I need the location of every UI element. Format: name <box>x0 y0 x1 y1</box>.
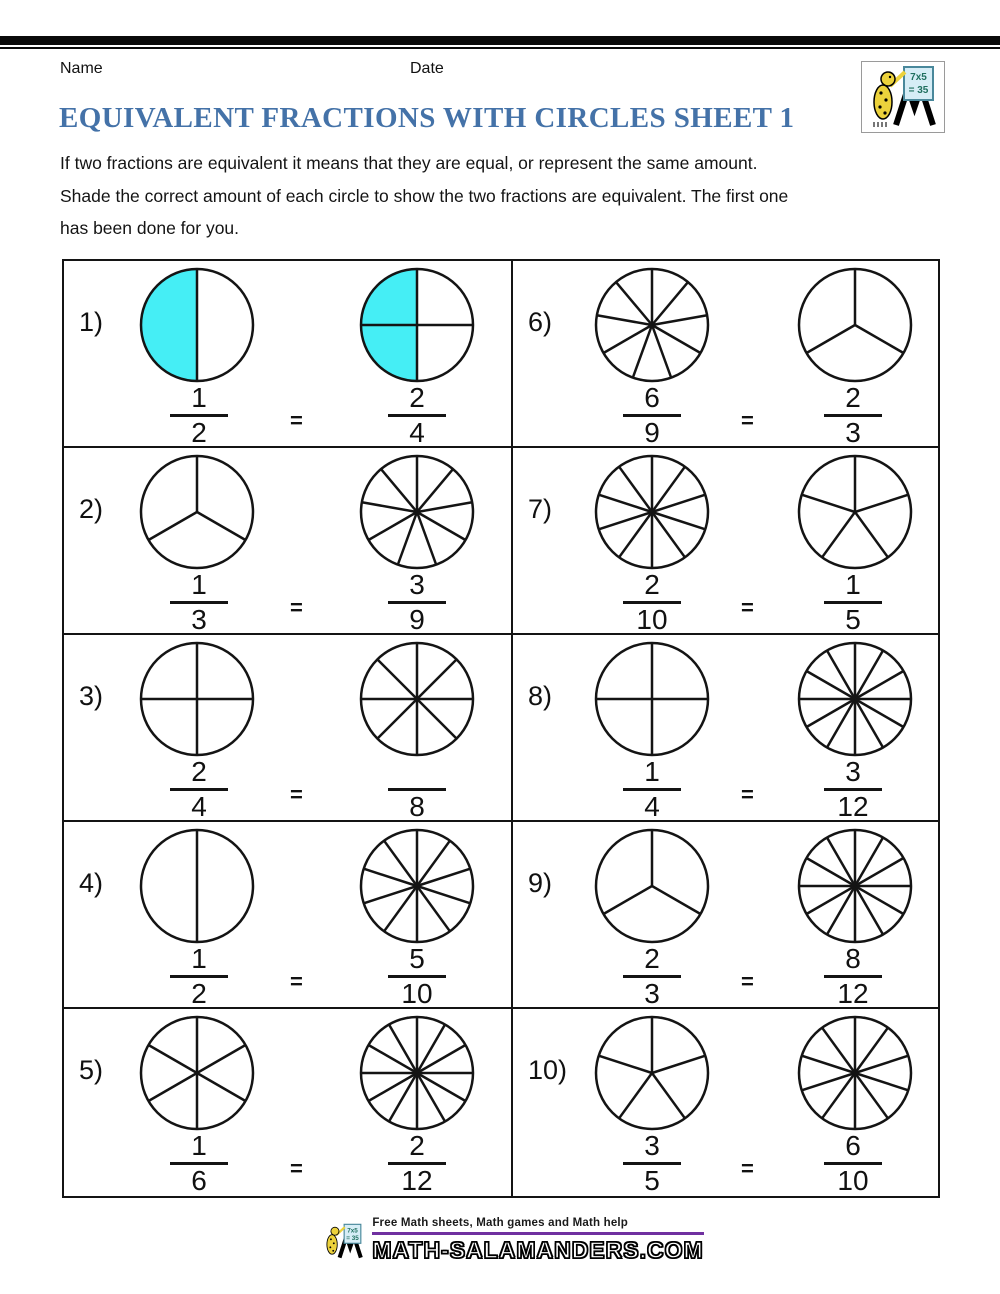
problem-cell <box>513 261 938 448</box>
equals-sign: = <box>741 1156 754 1181</box>
fraction-right-denominator: 5 <box>845 604 861 635</box>
fraction-left-numerator: 2 <box>644 569 660 600</box>
equals-sign: = <box>290 1156 303 1181</box>
fraction-circle-left <box>593 266 711 384</box>
problem-number: 2) <box>79 494 104 524</box>
fraction-circle-right <box>358 266 476 384</box>
fraction-right-numerator: 6 <box>845 1130 861 1161</box>
equals-sign: = <box>741 969 754 994</box>
fraction-right-denominator: 12 <box>837 978 869 1009</box>
fraction-left-denominator: 3 <box>644 978 660 1009</box>
svg-text:= 35: = 35 <box>346 1234 360 1242</box>
fraction-circle-right <box>358 827 476 945</box>
fraction-right <box>382 570 452 635</box>
fraction-left-numerator: 1 <box>191 382 207 413</box>
name-label: Name <box>60 60 103 77</box>
fraction-left-numerator: 1 <box>191 569 207 600</box>
problem-cell <box>64 1009 513 1196</box>
fraction-right <box>818 383 888 448</box>
fraction-circle-right <box>796 453 914 571</box>
fraction-right <box>382 944 452 1009</box>
fraction-left-denominator: 6 <box>191 1165 207 1196</box>
equals-sign: = <box>741 782 754 807</box>
worksheet-grid <box>62 259 940 1198</box>
footer-tagline: Free Math sheets, Math games and Math help <box>372 1217 629 1229</box>
fraction-left <box>617 757 687 822</box>
fraction-left <box>617 1131 687 1196</box>
fraction-circle-left <box>138 266 256 384</box>
problem-cell <box>64 822 513 1009</box>
fraction-left-numerator: 1 <box>191 943 207 974</box>
fraction-left-denominator: 3 <box>191 604 207 635</box>
fraction-right-numerator: 2 <box>409 382 425 413</box>
fraction-right-numerator: 3 <box>845 756 861 787</box>
fraction-left-numerator: 1 <box>191 1130 207 1161</box>
problem-number: 8) <box>528 681 553 711</box>
footer-text <box>372 1217 703 1264</box>
fraction-circle-left <box>138 1014 256 1132</box>
fraction-right-denominator: 12 <box>401 1165 433 1196</box>
footer-site: MATH-SALAMANDERS.COM <box>372 1237 704 1263</box>
fraction-right-denominator: 10 <box>401 978 433 1009</box>
fraction-right <box>382 383 452 448</box>
fraction-left <box>617 383 687 448</box>
fraction-right <box>382 757 452 822</box>
fraction-left <box>164 757 234 822</box>
equals-sign: = <box>290 782 303 807</box>
problem-number: 6) <box>528 307 553 337</box>
fraction-circle-right <box>796 827 914 945</box>
fraction-circle-right <box>796 1014 914 1132</box>
fraction-right <box>818 1131 888 1196</box>
equals-sign: = <box>290 969 303 994</box>
fraction-right-denominator: 4 <box>409 417 425 448</box>
fraction-left-denominator: 2 <box>191 978 207 1009</box>
fraction-right-numerator: 1 <box>845 569 861 600</box>
fraction-right-numerator: 2 <box>845 382 861 413</box>
fraction-right-denominator: 10 <box>837 1165 869 1196</box>
problem-number: 9) <box>528 868 553 898</box>
problem-number: 4) <box>79 868 104 898</box>
fraction-left-denominator: 4 <box>644 791 660 822</box>
problem-number: 5) <box>79 1055 104 1085</box>
top-rule <box>0 36 1000 49</box>
board-equation-line1: 7x5 <box>910 72 927 83</box>
problem-number: 3) <box>79 681 104 711</box>
fraction-left-denominator: 4 <box>191 791 207 822</box>
fraction-circle-left <box>593 1014 711 1132</box>
problem-cell <box>513 448 938 635</box>
problem-number: 7) <box>528 494 553 524</box>
fraction-left-denominator: 9 <box>644 417 660 448</box>
fraction-left-numerator: 2 <box>644 943 660 974</box>
fraction-left-denominator: 5 <box>644 1165 660 1196</box>
fraction-circle-left <box>138 827 256 945</box>
fraction-right-numerator <box>382 757 452 787</box>
fraction-right-denominator: 9 <box>409 604 425 635</box>
fraction-left-numerator: 2 <box>191 756 207 787</box>
fraction-circle-left <box>593 827 711 945</box>
equals-sign: = <box>741 408 754 433</box>
footer <box>12 1217 1000 1264</box>
fraction-right-numerator: 3 <box>409 569 425 600</box>
fraction-left-numerator: 3 <box>644 1130 660 1161</box>
fraction-left-numerator: 1 <box>644 756 660 787</box>
fraction-left-denominator: 2 <box>191 417 207 448</box>
fraction-right-denominator: 8 <box>409 791 425 822</box>
footer-divider <box>372 1232 703 1235</box>
problem-number: 10) <box>528 1055 568 1085</box>
footer-salamander-icon <box>320 1220 366 1262</box>
fraction-circle-right <box>796 266 914 384</box>
fraction-left <box>164 944 234 1009</box>
problem-cell <box>64 448 513 635</box>
fraction-circle-right <box>358 453 476 571</box>
fraction-circle-left <box>593 453 711 571</box>
fraction-left <box>617 944 687 1009</box>
page-title: EQUIVALENT FRACTIONS WITH CIRCLES SHEET 1 <box>59 102 795 134</box>
problem-cell <box>513 822 938 1009</box>
fraction-right <box>818 570 888 635</box>
fraction-circle-right <box>796 640 914 758</box>
equals-sign: = <box>741 595 754 620</box>
fraction-right-denominator: 3 <box>845 417 861 448</box>
svg-text:7x5: 7x5 <box>347 1226 359 1234</box>
fraction-right <box>818 944 888 1009</box>
fraction-right <box>818 757 888 822</box>
problem-cell <box>64 635 513 822</box>
fraction-left-numerator: 6 <box>644 382 660 413</box>
problem-number: 1) <box>79 307 104 337</box>
instructions <box>60 147 960 245</box>
problem-cell <box>513 635 938 822</box>
problem-cell <box>513 1009 938 1196</box>
fraction-right-numerator: 2 <box>409 1130 425 1161</box>
board-equation-line2: = 35 <box>908 85 929 96</box>
equals-sign: = <box>290 408 303 433</box>
fraction-left <box>164 1131 234 1196</box>
fraction-circle-right <box>358 1014 476 1132</box>
fraction-circle-left <box>138 453 256 571</box>
fraction-left <box>164 570 234 635</box>
fraction-circle-left <box>593 640 711 758</box>
instructions-line2: Shade the correct amount of each circle to show the two fractions are equivalent. The first one <box>60 185 789 206</box>
fraction-left <box>164 383 234 448</box>
fraction-right-numerator: 5 <box>409 943 425 974</box>
equals-sign: = <box>290 595 303 620</box>
instructions-line3: has been done for you. <box>60 218 240 238</box>
fraction-right <box>382 1131 452 1196</box>
fraction-circle-left <box>138 640 256 758</box>
fraction-left <box>617 570 687 635</box>
fraction-right-denominator: 12 <box>837 791 869 822</box>
instructions-line1: If two fractions are equivalent it means that they are equal, or represent the same amount. <box>60 153 758 173</box>
fraction-left-denominator: 10 <box>636 604 668 635</box>
problem-cell <box>64 261 513 448</box>
fraction-circle-right <box>358 640 476 758</box>
fraction-right-numerator: 8 <box>845 943 861 974</box>
date-label: Date <box>410 60 444 77</box>
